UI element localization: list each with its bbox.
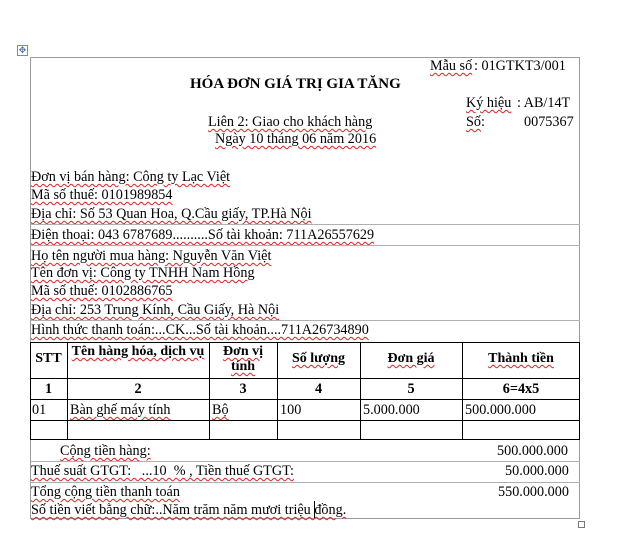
seller-tax-code: Mã số thuế: 0101989854 — [31, 187, 173, 203]
col-number: 6=4x5 — [502, 381, 540, 397]
amount-in-words[interactable]: Số tiền viết bằng chữ:..Năm trăm năm mươi triệu đồng. — [31, 502, 347, 518]
divider — [30, 320, 580, 321]
symbol-label: Ký hiệu — [466, 95, 512, 111]
header-unit: Đơn vị tính — [222, 344, 264, 374]
row-stt: 01 — [32, 402, 47, 418]
col-number: 1 — [44, 381, 53, 397]
vat-line: Thuế suất GTGT: ...10 % , Tiền thuế GTGT: — [31, 463, 295, 479]
col-number: 5 — [407, 381, 415, 397]
buyer-name: Họ tên người mua hàng: Nguyễn Văn Việt — [31, 248, 272, 264]
row-unit-price: 5.000.000 — [363, 402, 420, 418]
row-quantity: 100 — [280, 402, 302, 418]
divider — [30, 482, 580, 483]
divider — [30, 245, 580, 246]
header-stt: STT — [35, 351, 62, 366]
invoice-title: HÓA ĐƠN GIÁ TRỊ GIA TĂNG — [190, 76, 401, 92]
col-number: 3 — [239, 381, 247, 397]
header-unit-price: Đơn giá — [387, 351, 435, 366]
number-label: Số — [466, 114, 481, 130]
table-line — [30, 439, 580, 440]
grand-total-label: Tổng cộng tiền thanh toán — [31, 484, 180, 500]
subtotal-label: Cộng tiền hàng: — [60, 443, 151, 459]
form-value: : 01GTKT3/001 — [474, 58, 566, 74]
copy-note: Liên 2: Giao cho khách hàng — [208, 114, 373, 130]
table-line — [30, 399, 580, 400]
col-number: 4 — [314, 381, 323, 397]
subtotal-value: 500.000.000 — [497, 443, 568, 459]
table-resize-handle-icon[interactable] — [578, 521, 585, 528]
table-line — [30, 342, 580, 343]
header-quantity: Số lượng — [291, 351, 346, 366]
form-label: Mẫu số — [430, 58, 473, 74]
buyer-unit: Tên đơn vị: Công ty TNHH Nam Hồng — [31, 265, 255, 281]
row-amount: 500.000.000 — [465, 402, 536, 418]
number-value: 0075367 — [524, 114, 574, 130]
buyer-address: Địa chỉ: 253 Trung Kính, Cầu Giấy, Hà Nội — [31, 302, 280, 318]
seller-address: Địa chỉ: Số 53 Quan Hoa, Q.Cầu giấy, TP.Hà Nội — [31, 206, 312, 222]
grand-total-value: 550.000.000 — [498, 484, 569, 500]
text-cursor — [314, 501, 315, 518]
table-line — [30, 378, 580, 379]
table-line — [30, 420, 580, 421]
header-item-name: Tên hàng hóa, dịch vụ — [71, 344, 205, 359]
items-table — [30, 342, 580, 440]
row-unit: Bộ — [212, 402, 229, 418]
vat-value: 50.000.000 — [505, 463, 569, 479]
row-item-name: Bàn ghế máy tính — [70, 402, 171, 418]
header-amount: Thành tiền — [488, 351, 554, 366]
number-sep: : — [481, 114, 485, 130]
seller-phone-account: Điện thoại: 043 6787689..........Số tài khoản: 711A26557629 — [31, 227, 375, 243]
invoice-date: Ngày 10 tháng 06 năm 2016 — [215, 131, 377, 147]
col-number: 2 — [134, 381, 142, 397]
payment-method: Hình thức thanh toán:...CK...Số tài khoản....711A26734890 — [31, 322, 369, 338]
divider — [30, 224, 580, 225]
seller-unit: Đơn vị bán hàng: Công ty Lạc Việt — [31, 169, 231, 185]
symbol-value: : AB/14T — [517, 95, 571, 111]
buyer-tax-code: Mã số thuế: 0102886765 — [31, 283, 173, 299]
divider — [30, 461, 580, 462]
table-move-handle-icon[interactable]: ✥ — [18, 45, 27, 55]
